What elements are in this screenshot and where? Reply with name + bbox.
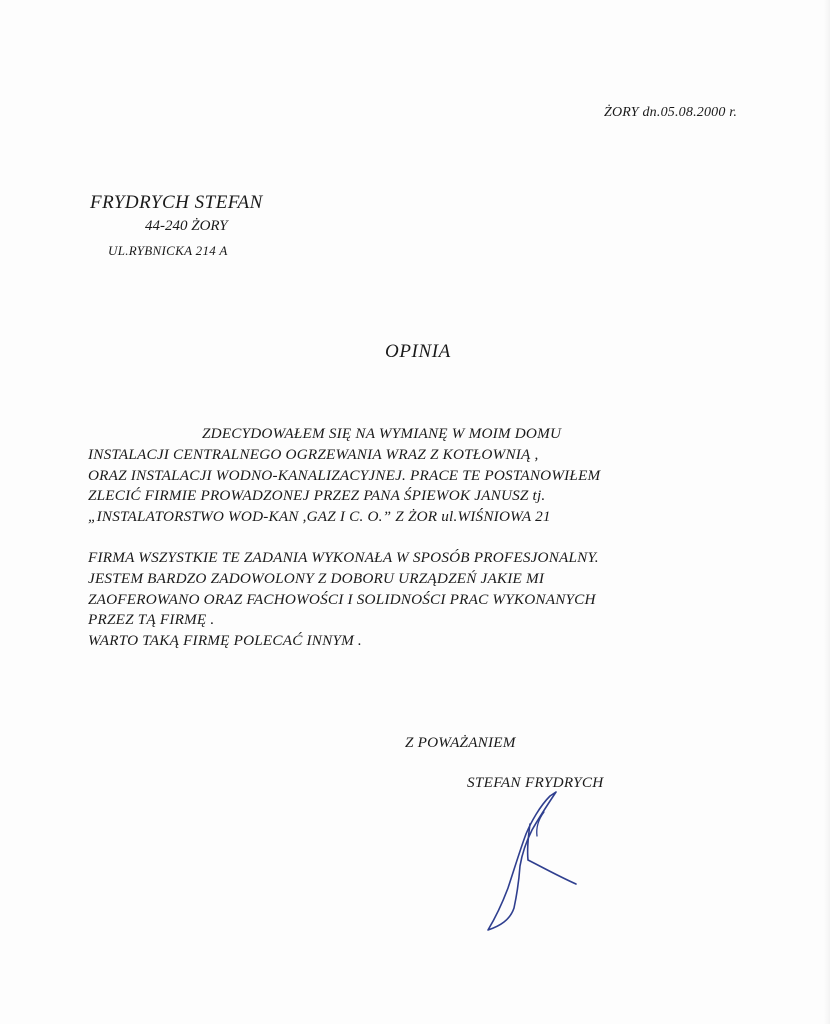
sender-street: UL.RYBNICKA 214 A [108,243,228,258]
paragraph-2 [88,548,599,652]
paragraph-1-line-5: „INSTALATORSTWO WOD-KAN ,GAZ I C. O.” Z ŻOR ul.WIŚNIOWA 21 [88,508,551,526]
letter-date: ŻORY dn.05.08.2000 r. [604,105,738,120]
sender-name: FRYDRYCH STEFAN [90,192,263,213]
paragraph-2-line-1: FIRMA WSZYSTKIE TE ZADANIA WYKONAŁA W SPOSÓB PROFESJONALNY. [88,549,599,566]
paragraph-2-line-4: PRZEZ TĄ FIRMĘ . [88,611,215,629]
sender-postal-city: 44-240 ŻORY [145,218,228,234]
scan-edge-shadow [824,0,830,1024]
paragraph-1-line-4: ZLECIĆ FIRMIE PROWADZONEJ PRZEZ PANA ŚPIEWOK JANUSZ tj. [88,487,546,505]
letter-title: OPINIA [385,341,451,362]
paragraph-1-line-2: INSTALACJI CENTRALNEGO OGRZEWANIA WRAZ Z KOTŁOWNIĄ , [88,445,539,463]
signatory-name: STEFAN FRYDRYCH [467,774,604,791]
closing-phrase: Z POWAŻANIEM [405,734,516,751]
paragraph-2-line-5: WARTO TAKĄ FIRMĘ POLECAĆ INNYM . [88,632,362,650]
paragraph-2-line-3: ZAOFEROWANO ORAZ FACHOWOŚCI I SOLIDNOŚCI PRAC WYKONANYCH [88,590,596,608]
paragraph-1 [88,424,600,528]
handwritten-signature [470,784,600,934]
paragraph-1-line-1: ZDECYDOWAŁEM SIĘ NA WYMIANĘ W MOIM DOMU [202,425,562,442]
paragraph-1-line-3: ORAZ INSTALACJI WODNO-KANALIZACYJNEJ. PRACE TE POSTANOWIŁEM [88,466,601,484]
paragraph-2-line-2: JESTEM BARDZO ZADOWOLONY Z DOBORU URZĄDZEŃ JAKIE MI [88,569,545,587]
